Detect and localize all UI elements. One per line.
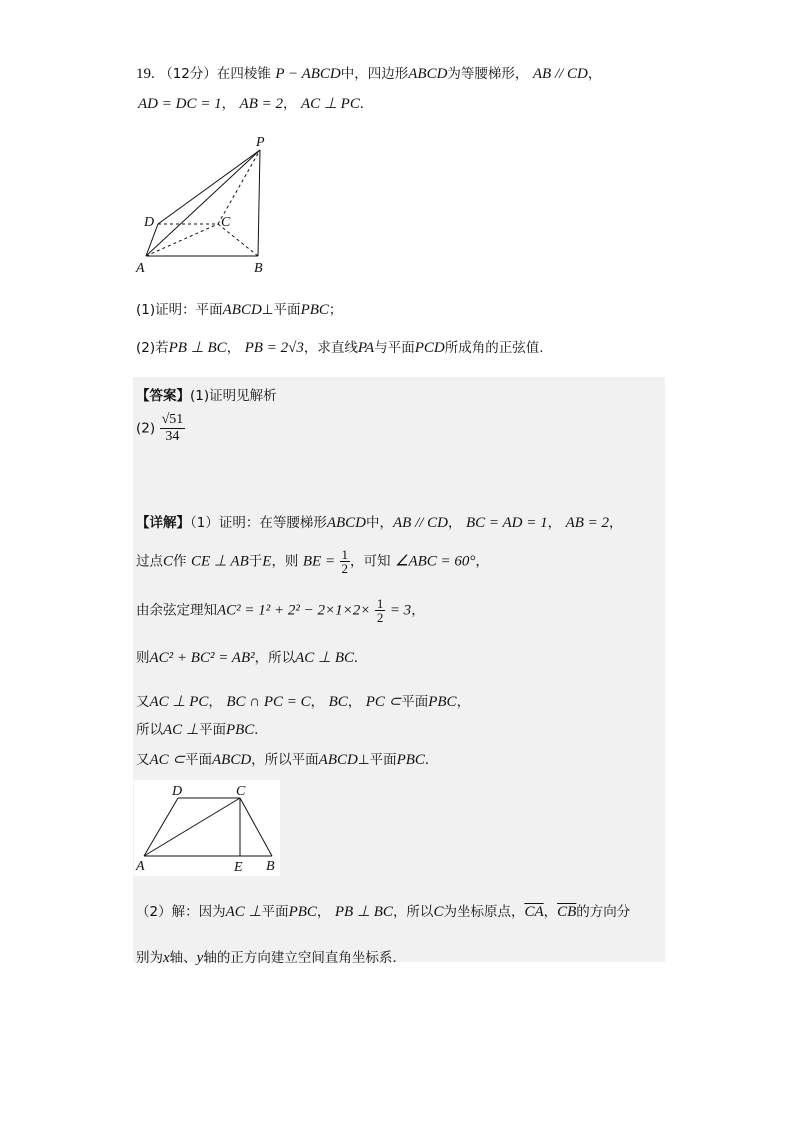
problem-text: 在四棱锥 bbox=[216, 66, 271, 82]
answer-part2-prefix: (2) bbox=[136, 420, 156, 437]
part-1 bbox=[136, 298, 342, 319]
solution-text: . bbox=[424, 752, 429, 768]
solution-text: ， bbox=[208, 694, 222, 710]
solution-text: 作 bbox=[173, 553, 187, 570]
solution-math: E bbox=[262, 553, 272, 570]
problem-math: AB // CD bbox=[532, 66, 588, 82]
label-c: C bbox=[236, 784, 246, 799]
solution-line-2 bbox=[136, 548, 489, 575]
answer-line-2 bbox=[136, 412, 185, 445]
label-a: A bbox=[136, 261, 145, 276]
problem-math: PB ⊥ BC bbox=[168, 340, 227, 356]
solution-math: ABCD bbox=[212, 752, 252, 768]
solution-text: ，则 bbox=[271, 553, 299, 570]
label-b: B bbox=[266, 859, 275, 874]
solution-text: . bbox=[354, 650, 358, 666]
solution-text: 平面 bbox=[198, 722, 226, 738]
problem-text: ， bbox=[587, 66, 602, 82]
part-2 bbox=[136, 336, 544, 357]
problem-math: ABCD bbox=[408, 66, 448, 82]
solution-math: AB // CD bbox=[393, 515, 449, 531]
solution-math: PC ⊂ bbox=[365, 694, 402, 710]
solution-math: PBC bbox=[225, 722, 255, 738]
solution-math: AC² + BC² = AB² bbox=[149, 650, 255, 666]
solution-text: 平面 bbox=[401, 694, 429, 710]
solution-math: AC ⊥ bbox=[163, 722, 199, 738]
solution-math: AC² = 1² + 2² − 2×1×2× bbox=[217, 602, 371, 619]
solution-math: x bbox=[163, 950, 170, 966]
label-e: E bbox=[234, 860, 243, 875]
problem-math: AC ⊥ PC bbox=[300, 96, 360, 112]
answer-fraction bbox=[160, 412, 186, 445]
problem-text: (2)若 bbox=[136, 340, 169, 356]
solution-text: 中， bbox=[366, 515, 394, 531]
fraction-denominator: 2 bbox=[376, 610, 384, 625]
solution-math: ∠ABC = 60° bbox=[395, 553, 476, 570]
solution-text: 平面 bbox=[185, 752, 212, 768]
edge-ad bbox=[144, 798, 178, 856]
solution-math: AC ⊥ BC bbox=[295, 650, 355, 666]
solution-text: . bbox=[254, 722, 259, 738]
solution-math: C bbox=[433, 904, 444, 920]
solution-text: 别为 bbox=[136, 950, 163, 966]
solution-line-8 bbox=[136, 900, 630, 921]
solution-text: 为坐标原点， bbox=[443, 904, 525, 920]
solution-math: = 3 bbox=[389, 602, 412, 619]
solution-text: ， bbox=[347, 694, 362, 710]
solution-text: ， bbox=[411, 602, 425, 619]
edge-cb bbox=[240, 798, 272, 856]
vector-cb: $\overline{CB}$ bbox=[557, 904, 577, 920]
solution-math: ABCD bbox=[326, 515, 367, 531]
label-d: D bbox=[172, 784, 183, 799]
figure-pyramid bbox=[130, 130, 280, 278]
solution-text: 轴的正方向建立空间直角坐标系. bbox=[203, 950, 397, 966]
problem-text: ⊥平面 bbox=[261, 302, 301, 318]
solution-math: BE = bbox=[302, 553, 336, 570]
problem-math: PB = 2√3 bbox=[244, 340, 304, 356]
problem-text: ， bbox=[226, 340, 241, 356]
vector-ca: $\overline{CA}$ bbox=[524, 904, 544, 920]
solution-math: PBC bbox=[288, 904, 317, 920]
answer-line-1 bbox=[136, 384, 277, 404]
solution-text: ，所以 bbox=[392, 904, 434, 920]
problem-math: ABCD bbox=[222, 302, 262, 318]
solution-text: ， bbox=[310, 694, 325, 710]
solution-math: ABCD bbox=[318, 752, 358, 768]
label-a: A bbox=[136, 859, 145, 874]
solution-math: BC = AD = 1 bbox=[465, 515, 548, 531]
solution-text: 则 bbox=[136, 650, 150, 666]
solution-text: 于 bbox=[248, 553, 263, 570]
solution-text: 平面 bbox=[261, 904, 289, 920]
solution-line-9 bbox=[136, 946, 397, 967]
solution-math: BC bbox=[328, 694, 348, 710]
problem-math: PCD bbox=[414, 340, 445, 356]
fraction-numerator: 1 bbox=[376, 596, 384, 611]
problem-math: PA bbox=[357, 340, 375, 356]
problem-line-2 bbox=[138, 92, 364, 113]
label-p: P bbox=[256, 135, 265, 150]
solution-math: PBC bbox=[396, 752, 425, 768]
solution-line-6 bbox=[136, 718, 258, 739]
solution-text: ， bbox=[547, 515, 562, 531]
solution-math: BC ∩ PC = C bbox=[226, 694, 311, 710]
problem-text: ，求直线 bbox=[303, 340, 358, 356]
fraction-denominator: 2 bbox=[341, 561, 349, 576]
solution-text: （1）证明：在等腰梯形 bbox=[190, 515, 327, 531]
solution-text: 的方向分 bbox=[576, 904, 631, 920]
solution-text: ， bbox=[543, 904, 558, 920]
solution-math: y bbox=[196, 950, 204, 966]
problem-text: 为等腰梯形， bbox=[447, 66, 529, 82]
solution-math: AB = 2 bbox=[565, 515, 610, 531]
problem-math: AD = DC = 1 bbox=[138, 96, 222, 112]
edge-ac-hidden bbox=[146, 224, 218, 256]
solution-line-7 bbox=[136, 748, 429, 769]
solution-text: ， bbox=[456, 694, 471, 710]
solution-text: （2）解：因为 bbox=[136, 904, 226, 920]
problem-text: ， bbox=[282, 96, 297, 112]
problem-text: 所成角的正弦值. bbox=[444, 340, 544, 356]
fraction-numerator: 1 bbox=[341, 547, 349, 562]
answer-numerator: √51 bbox=[161, 412, 184, 427]
label-b: B bbox=[254, 261, 263, 276]
solution-text: 又 bbox=[136, 752, 150, 768]
problem-math: PBC bbox=[300, 302, 329, 318]
answer-denominator: 34 bbox=[165, 429, 180, 444]
figure-trapezoid bbox=[134, 780, 280, 876]
problem-text: . bbox=[359, 96, 364, 112]
solution-tag: 【详解】 bbox=[136, 515, 190, 531]
solution-text: ，所以平面 bbox=[251, 752, 319, 768]
edge-pc-hidden bbox=[218, 150, 260, 224]
solution-line-3 bbox=[136, 597, 425, 624]
fraction-half bbox=[340, 548, 351, 575]
problem-text: 与平面 bbox=[374, 340, 415, 356]
solution-text: 所以 bbox=[136, 722, 163, 738]
solution-text: ，可知 bbox=[350, 553, 391, 570]
problem-text: ， bbox=[221, 96, 236, 112]
answer-part1: (1)证明见解析 bbox=[190, 388, 277, 404]
solution-text: 由余弦定理知 bbox=[136, 602, 217, 619]
solution-math: AC ⊥ PC bbox=[149, 694, 209, 710]
problem-line-1 bbox=[136, 62, 601, 83]
solution-math: CE ⊥ AB bbox=[190, 553, 249, 570]
problem-math: AB = 2 bbox=[239, 96, 283, 112]
solution-math: AC ⊂ bbox=[149, 752, 185, 768]
solution-text: ， bbox=[316, 904, 331, 920]
solution-text: ， bbox=[475, 553, 489, 570]
solution-text: 过点 bbox=[136, 553, 163, 570]
solution-text: ，所以 bbox=[254, 650, 296, 666]
problem-text: 中，四边形 bbox=[340, 66, 409, 82]
solution-text: 轴、 bbox=[169, 950, 197, 966]
solution-math: AC ⊥ bbox=[225, 904, 262, 920]
problem-number: 19. bbox=[136, 66, 155, 82]
edge-ac bbox=[144, 798, 240, 856]
problem-points: （12分） bbox=[159, 66, 217, 82]
solution-text: ， bbox=[609, 515, 623, 531]
answer-tag: 【答案】 bbox=[136, 388, 190, 404]
problem-math: P − ABCD bbox=[275, 66, 341, 82]
solution-line-1 bbox=[136, 511, 623, 532]
edge-pb bbox=[258, 150, 260, 256]
solution-line-5 bbox=[136, 690, 470, 711]
fraction-half-2 bbox=[375, 597, 386, 624]
solution-text: ⊥平面 bbox=[357, 752, 397, 768]
solution-text: ， bbox=[448, 515, 462, 531]
problem-text: (1)证明：平面 bbox=[136, 302, 223, 318]
label-d: D bbox=[144, 215, 155, 230]
solution-math: PB ⊥ BC bbox=[334, 904, 393, 920]
edge-pd bbox=[158, 150, 260, 224]
problem-text: ； bbox=[328, 302, 343, 318]
solution-text: 又 bbox=[136, 694, 150, 710]
solution-math: PBC bbox=[428, 694, 457, 710]
solution-line-4 bbox=[136, 646, 358, 667]
edge-pa bbox=[146, 150, 260, 256]
solution-math: C bbox=[163, 553, 174, 570]
label-c: C bbox=[221, 215, 231, 230]
